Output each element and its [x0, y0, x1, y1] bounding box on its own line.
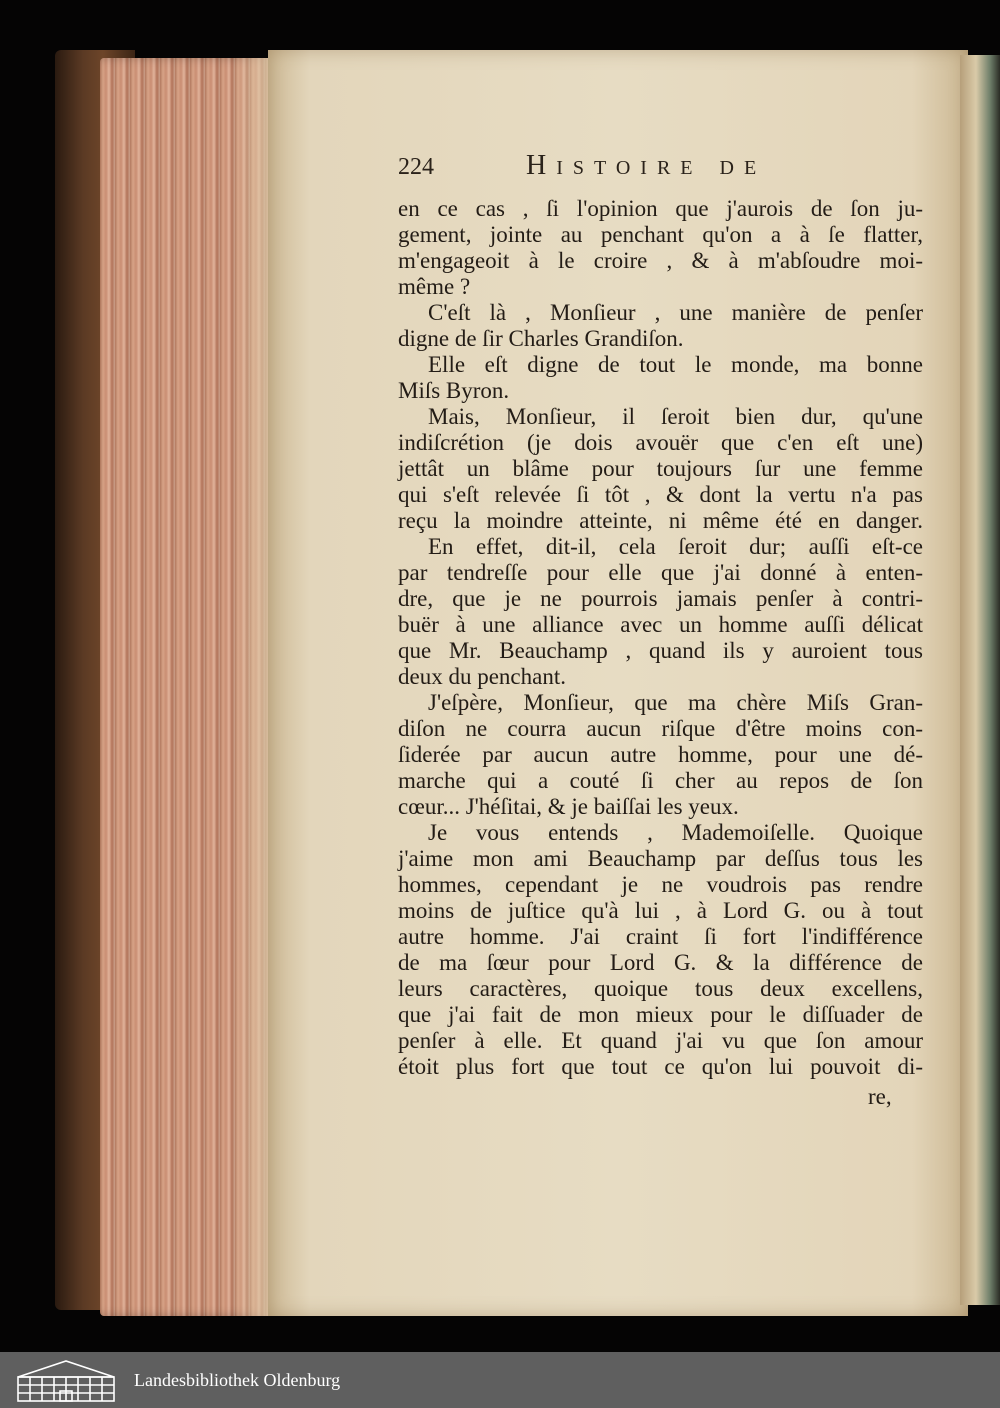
- text-line: ſiderée par aucun autre homme, pour une dé-: [398, 742, 923, 767]
- page-header: [398, 150, 838, 186]
- page-number: 224: [398, 154, 434, 180]
- text-line: de ma ſœur pour Lord G. & la différence de: [398, 950, 923, 975]
- text-line: même ?: [398, 274, 471, 299]
- text-line: reçu la moindre atteinte, ni même été en danger.: [398, 508, 923, 533]
- text-line: gement, jointe au penchant qu'on a à ſe flatter,: [398, 222, 923, 247]
- text-line: en ce cas , ſi l'opinion que j'aurois de ſon ju-: [398, 196, 923, 221]
- text-line: Mais, Monſieur, il ſeroit bien dur, qu'une: [428, 404, 923, 429]
- text-line: Elle eſt digne de tout le monde, ma bonne: [428, 352, 923, 377]
- footer-bar: [0, 1352, 1000, 1408]
- text-line: étoit plus fort que tout ce qu'on lui pouvoit di-: [398, 1054, 923, 1079]
- text-line: que Mr. Beauchamp , quand ils y auroient tous: [398, 638, 923, 663]
- text-line: hommes, cependant je ne voudrois pas rendre: [398, 872, 923, 897]
- text-line: diſon ne courra aucun riſque d'être moins con-: [398, 716, 923, 741]
- text-line: j'aime mon ami Beauchamp par deſſus tous les: [398, 846, 923, 871]
- library-building-icon: [12, 1357, 120, 1405]
- text-line: dre, que je ne pourrois jamais penſer à contri-: [398, 586, 923, 611]
- text-line: digne de ſir Charles Grandiſon.: [398, 326, 684, 351]
- running-head: Histoire de: [526, 150, 767, 181]
- facing-page-edge: [960, 55, 1000, 1305]
- text-line: autre homme. J'ai craint ſi fort l'indifférence: [398, 924, 923, 949]
- text-line: moins de juſtice qu'à lui , à Lord G. ou à tout: [398, 898, 923, 923]
- text-line: En effet, dit-il, cela ſeroit dur; auſſi eſt-ce: [428, 534, 923, 559]
- text-line: Je vous entends , Mademoiſelle. Quoique: [428, 820, 923, 845]
- text-line: que j'ai fait de mon mieux pour le diſſuader de: [398, 1002, 923, 1027]
- text-line: indiſcrétion (je dois avouër que c'en eſt une): [398, 430, 923, 455]
- text-line: C'eſt là , Monſieur , une manière de penſer: [428, 300, 923, 325]
- text-line: deux du penchant.: [398, 664, 566, 689]
- text-line: jettât un blâme pour toujours ſur une femme: [398, 456, 923, 481]
- text-line: par tendreſſe pour elle que j'ai donné à enten-: [398, 560, 923, 585]
- text-line: penſer à elle. Et quand j'ai vu que ſon amour: [398, 1028, 923, 1053]
- text-line: buër à une alliance avec un homme auſſi délicat: [398, 612, 923, 637]
- library-name: Landesbibliothek Oldenburg: [134, 1370, 341, 1390]
- page-text: [398, 196, 923, 1080]
- text-line: marche qui a couté ſi cher au repos de ſon: [398, 768, 923, 793]
- catchword: re,: [868, 1084, 892, 1109]
- text-line: cœur... J'héſitai, & je baiſſai les yeux.: [398, 794, 739, 819]
- text-line: m'engageoit à le croire , & à m'abſoudre moi-: [398, 248, 923, 273]
- text-line: qui s'eſt relevée ſi tôt , & dont la vertu n'a pas: [398, 482, 923, 507]
- page-edges: [100, 58, 272, 1316]
- text-line: Miſs Byron.: [398, 378, 510, 403]
- text-line: leurs caractères, quoique tous deux excellens,: [398, 976, 923, 1001]
- text-line: J'eſpère, Monſieur, que ma chère Miſs Gran-: [428, 690, 923, 715]
